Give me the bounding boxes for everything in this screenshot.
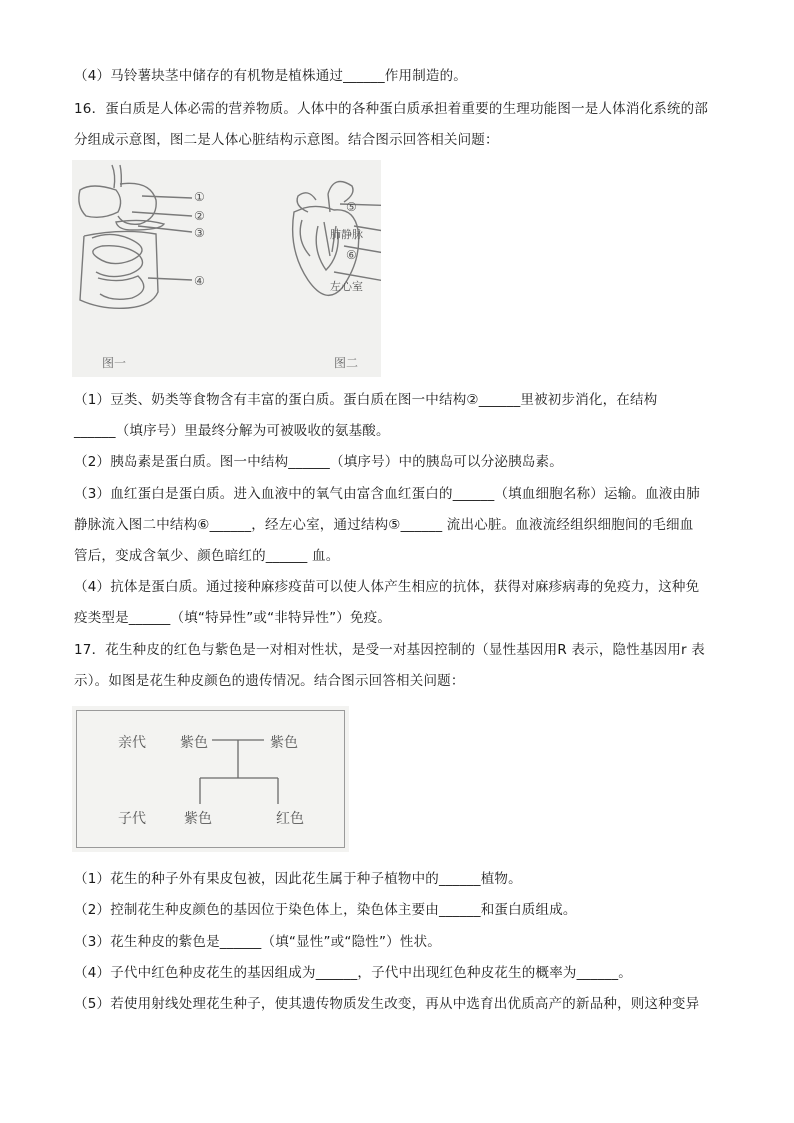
esophagus-shape	[112, 165, 115, 188]
label-3: ③	[194, 226, 205, 240]
aorta-arch-shape	[328, 182, 353, 203]
q17-part4: （4）子代中红色种皮花生的基因组成为______，子代中出现红色种皮花生的概率为______。	[74, 965, 632, 981]
label-5: ⑤	[346, 200, 357, 214]
q16-part4-line1: （4）抗体是蛋白质。通过接种麻疹疫苗可以使人体产生相应的抗体，获得对麻疹病毒的免疫力，这种免	[74, 579, 700, 595]
liver-shape	[79, 186, 121, 217]
q16-stem-line2: 分组成示意图，图二是人体心脏结构示意图。结合图示回答相关问题：	[74, 132, 499, 148]
large-intestine-shape	[80, 231, 158, 308]
q17-stem-line2: 示）。如图是花生种皮颜色的遗传情况。结合图示回答相关问题：	[74, 673, 465, 689]
child-left-color: 紫色	[184, 811, 212, 827]
q17-part5: （5）若使用射线处理花生种子，使其遗传物质发生改变，再从中选育出优质高产的新品种，则这种变异	[74, 996, 700, 1012]
q16-part3-line1: （3）血红蛋白是蛋白质。进入血液中的氧气由富含血红蛋白的______（填血细胞名称）运输。血液由肺	[74, 486, 700, 502]
q17-part1: （1）花生的种子外有果皮包被，因此花生属于种子植物中的______植物。	[74, 871, 522, 887]
q16-part1-line2: ______（填序号）里最终分解为可被吸收的氨基酸。	[74, 423, 390, 439]
q16-part3-line3: 管后，变成含氧少、颜色暗红的______ 血。	[74, 548, 340, 564]
label-left-ventricle: 左心室	[330, 280, 363, 293]
small-intestine-shape	[92, 234, 143, 276]
label-pulmonary-vein: 肺静脉	[330, 228, 363, 241]
child-generation-label: 子代	[118, 811, 146, 827]
child-right-color: 红色	[276, 811, 304, 827]
parent-left-color: 紫色	[180, 735, 208, 751]
q17-part3: （3）花生种皮的紫色是______（填“显性”或“隐性”）性状。	[74, 934, 441, 950]
q16-stem-line1: 16．蛋白质是人体必需的营养物质。人体中的各种蛋白质承担着重要的生理功能图一是人体消化系统的部	[74, 101, 709, 117]
q16-part2: （2）胰岛素是蛋白质。图一中结构______（填序号）中的胰岛可以分泌胰岛素。	[74, 454, 563, 470]
stomach-shape	[118, 183, 156, 224]
inheritance-diagram	[72, 706, 349, 852]
q16-part3-line2: 静脉流入图二中结构⑥______，经左心室，通过结构⑤______ 流出心脏。血液流经组织细胞间的毛细血	[74, 517, 694, 533]
parent-right-color: 紫色	[270, 735, 298, 751]
q16-part4-line2: 疫类型是______（填“特异性”或“非特异性”）免疫。	[74, 610, 392, 626]
q17-part2: （2）控制花生种皮颜色的基因位于染色体上，染色体主要由______和蛋白质组成。	[74, 902, 577, 918]
digestive-heart-figure	[72, 160, 381, 377]
digestive-heart-drawing	[72, 160, 381, 377]
parent-generation-label: 亲代	[118, 735, 146, 751]
q17-stem-line1: 17．花生种皮的红色与紫色是一对相对性状，是受一对基因控制的（显性基因用R 表示，隐性基因用r 表	[74, 642, 705, 658]
caption-figure2: 图二	[334, 356, 359, 370]
diagram-lines	[72, 706, 349, 852]
label-2: ②	[194, 209, 205, 223]
q16-part1-line1: （1）豆类、奶类等食物含有丰富的蛋白质。蛋白质在图一中结构②______里被初步消化，在结构	[74, 392, 658, 408]
label-6: ⑥	[346, 248, 357, 262]
label-1: ①	[194, 190, 205, 204]
label-4: ④	[194, 274, 205, 288]
q15-part4: （4）马铃薯块茎中储存的有机物是植株通过______作用制造的。	[74, 68, 467, 84]
caption-figure1: 图一	[102, 356, 127, 370]
